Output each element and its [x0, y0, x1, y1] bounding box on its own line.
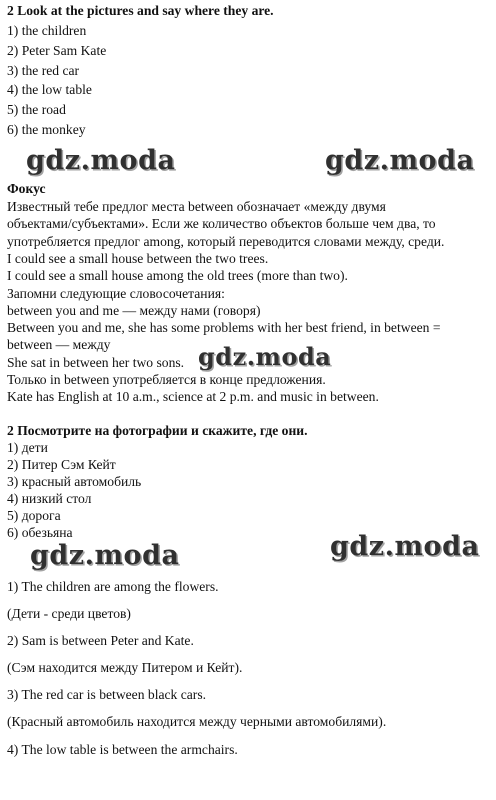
- list-item: 3) the red car: [7, 63, 80, 78]
- list-item: 5) дорога: [7, 508, 61, 523]
- focus-text-line: Between you and me, she has some problems with her best friend, in between =: [7, 320, 441, 335]
- answer-line: (Красный автомобиль находится между черными автомобилями).: [7, 714, 387, 729]
- watermark: gdz.moda: [198, 342, 332, 371]
- list-item: 2) Питер Сэм Кейт: [7, 457, 116, 472]
- list-item: 1) the children: [7, 23, 87, 38]
- exercise-heading-en: 2 Look at the pictures and say where they are.: [7, 3, 274, 18]
- watermark: gdz.moda: [330, 531, 480, 562]
- answer-line: (Дети - среди цветов): [7, 606, 131, 621]
- focus-text-line: Kate has English at 10 a.m., science at 2 p.m. and music in between.: [7, 389, 379, 404]
- watermark: gdz.moda: [30, 540, 180, 571]
- answer-line: (Сэм находится между Питером и Кейт).: [7, 660, 243, 675]
- focus-text-line: употребляется предлог among, который переводится словами между, среди.: [7, 234, 445, 249]
- answer-line: 1) The children are among the flowers.: [7, 579, 219, 594]
- focus-text-line: Известный тебе предлог места between обозначает «между двумя: [7, 199, 386, 214]
- watermark: gdz.moda: [325, 145, 475, 176]
- list-item: 2) Peter Sam Kate: [7, 43, 107, 58]
- answer-line: 3) The red car is between black cars.: [7, 687, 207, 702]
- focus-title: Фокус: [7, 181, 46, 196]
- list-item: 6) the monkey: [7, 122, 86, 137]
- exercise-heading-ru: 2 Посмотрите на фотографии и скажите, где они.: [7, 423, 308, 438]
- answer-line: 2) Sam is between Peter and Kate.: [7, 633, 194, 648]
- watermark: gdz.moda: [26, 145, 176, 176]
- focus-text-line: объектами/субъектами». Если же количество объектов больше чем два, то: [7, 216, 436, 231]
- list-item: 5) the road: [7, 102, 66, 117]
- list-item: 3) красный автомобиль: [7, 474, 142, 489]
- focus-text-line: between you and me — между нами (говоря): [7, 303, 261, 318]
- focus-text-line: I could see a small house between the two trees.: [7, 251, 269, 266]
- list-item: 6) обезьяна: [7, 525, 73, 540]
- answer-line: 4) The low table is between the armchairs.: [7, 742, 238, 757]
- focus-text-line: Только in between употребляется в конце предложения.: [7, 372, 326, 387]
- list-item: 4) the low table: [7, 82, 92, 97]
- focus-text-line: between — между: [7, 337, 111, 352]
- list-item: 1) дети: [7, 440, 48, 455]
- focus-text-line: I could see a small house among the old trees (more than two).: [7, 268, 348, 283]
- focus-text-line: Запомни следующие словосочетания:: [7, 286, 225, 301]
- focus-text-line: She sat in between her two sons.: [7, 355, 185, 370]
- list-item: 4) низкий стол: [7, 491, 92, 506]
